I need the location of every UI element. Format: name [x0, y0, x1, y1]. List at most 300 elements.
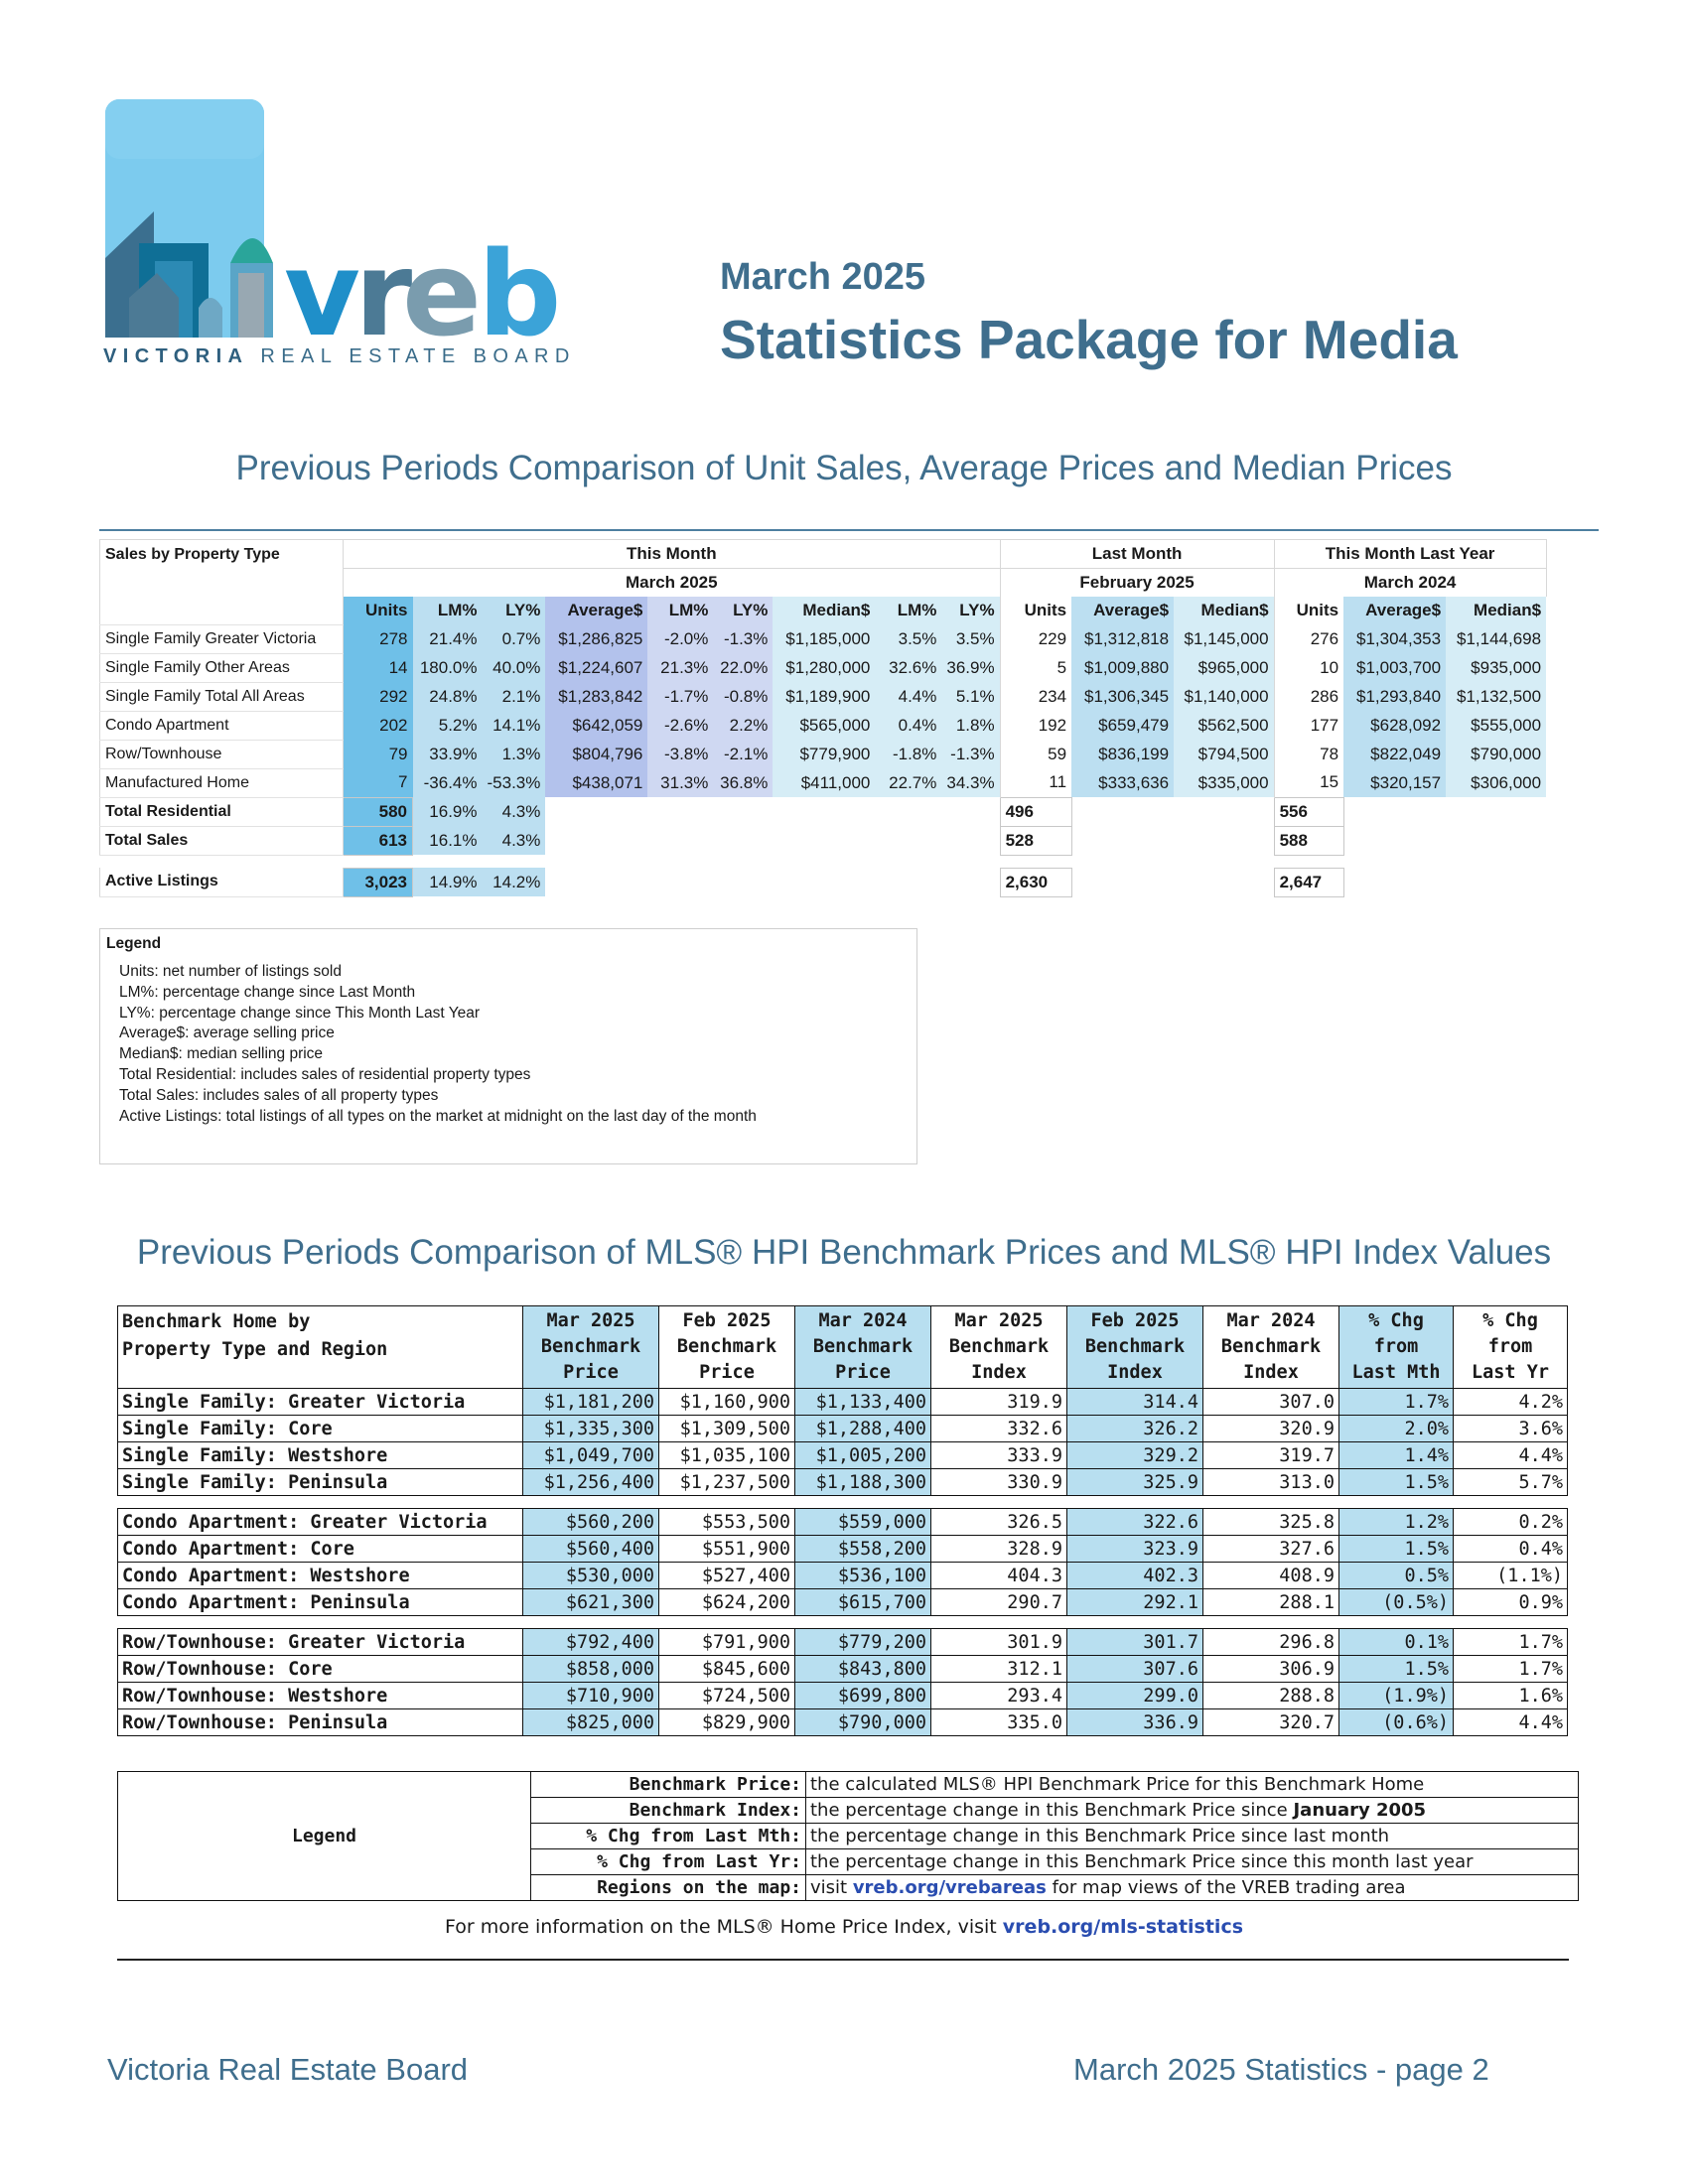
hpi-column-header-line: Benchmark [948, 1336, 1050, 1357]
empty-cell [1174, 826, 1274, 855]
hpi-column-header-line: Benchmark [540, 1336, 641, 1357]
svg-text:b: b [478, 225, 558, 362]
last-year-period: March 2024 [1274, 569, 1546, 598]
table-cell: 5 [1000, 653, 1071, 682]
hpi-cell: 326.2 [1067, 1416, 1203, 1442]
empty-cell [1446, 826, 1546, 855]
table-cell: 22.7% [875, 768, 941, 797]
hpi-cell: 1.5% [1339, 1469, 1454, 1496]
empty-cell [545, 868, 647, 896]
hpi-cell: 301.7 [1067, 1629, 1203, 1656]
column-header: LY% [483, 597, 546, 624]
legend-item: LM%: percentage change since Last Month [119, 983, 416, 1001]
hpi-row-label: Condo Apartment: Peninsula [118, 1589, 523, 1616]
table-cell: 36.8% [713, 768, 773, 797]
table-cell: $1,132,500 [1446, 682, 1546, 711]
empty-cell [773, 797, 875, 826]
hpi-column-header-line: Mar 2024 [1226, 1310, 1316, 1331]
svg-text:e: e [402, 225, 479, 362]
table-cell: $794,500 [1174, 740, 1274, 768]
hpi-column-header-line: Mar 2024 [818, 1310, 908, 1331]
hpi-cell: 329.2 [1067, 1442, 1203, 1469]
table-cell: 177 [1274, 711, 1343, 740]
table-cell: 2.2% [713, 711, 773, 740]
empty-cell [647, 868, 713, 896]
table-cell: $411,000 [773, 768, 875, 797]
hpi-cell: $1,256,400 [523, 1469, 659, 1496]
legend-item: LY%: percentage change since This Month Last Year [119, 1004, 481, 1022]
row-label: Single Family Total All Areas [100, 682, 344, 711]
table-cell: $1,140,000 [1174, 682, 1274, 711]
table-cell: -1.3% [713, 624, 773, 653]
more-info-note [0, 1916, 1688, 1938]
hpi-cell: 333.9 [931, 1442, 1067, 1469]
hpi-legend-desc: the percentage change in this Benchmark Price since this month last year [810, 1851, 1474, 1872]
mls-statistics-link[interactable]: vreb.org/mls-statistics [1002, 1916, 1244, 1938]
hpi-cell: 0.2% [1454, 1509, 1568, 1536]
hpi-column-header-line: Last Mth [1351, 1362, 1441, 1383]
logo-tagline [103, 345, 576, 368]
table-cell: $822,049 [1343, 740, 1446, 768]
column-header: Units [1000, 597, 1071, 624]
hpi-row [118, 1589, 1568, 1616]
hpi-column-header-line: Price [835, 1362, 891, 1383]
empty-cell [941, 797, 1000, 826]
spacer-row [100, 855, 1547, 868]
hpi-cell: 330.9 [931, 1469, 1067, 1496]
empty-cell [647, 826, 713, 855]
empty-cell [483, 855, 546, 868]
table-cell: 3.5% [875, 624, 941, 653]
hpi-cell: (1.1%) [1454, 1563, 1568, 1589]
hpi-cell: $1,237,500 [659, 1469, 795, 1496]
hpi-cell: 301.9 [931, 1629, 1067, 1656]
hpi-cell: 1.5% [1339, 1656, 1454, 1683]
hpi-cell: $792,400 [523, 1629, 659, 1656]
hpi-legend-desc: the percentage change in this Benchmark Price since last month [810, 1826, 1390, 1846]
hpi-legend-text [806, 1824, 1579, 1849]
table-row [100, 768, 1547, 797]
empty-cell [1174, 855, 1274, 868]
table-cell: 14 [344, 653, 413, 682]
table-cell: $1,312,818 [1071, 624, 1174, 653]
empty-cell [545, 826, 647, 855]
legend-item: Active Listings: total listings of all types on the market at midnight on the last day of the month [119, 1107, 757, 1125]
empty-cell [1071, 826, 1174, 855]
table-cell: $1,189,900 [773, 682, 875, 711]
hpi-cell: $559,000 [795, 1509, 931, 1536]
column-header: Units [344, 597, 413, 624]
hpi-legend-key: Regions on the map: [531, 1875, 806, 1901]
hpi-row-label: Single Family: Westshore [118, 1442, 523, 1469]
table-cell: $1,280,000 [773, 653, 875, 682]
last-month-header: Last Month [1000, 540, 1274, 569]
hpi-cell: $1,005,200 [795, 1442, 931, 1469]
hpi-cell: 1.7% [1454, 1656, 1568, 1683]
hpi-cell: 4.4% [1454, 1442, 1568, 1469]
hpi-header-row [118, 1306, 1568, 1389]
hpi-row-label: Single Family: Greater Victoria [118, 1389, 523, 1416]
hpi-cell: $779,200 [795, 1629, 931, 1656]
last-month-period: February 2025 [1000, 569, 1274, 598]
total-ly: 4.3% [483, 826, 546, 855]
table-cell: 78 [1274, 740, 1343, 768]
hpi-column-header [659, 1306, 795, 1389]
table-cell: -36.4% [413, 768, 483, 797]
hpi-row [118, 1442, 1568, 1469]
hpi-cell: 328.9 [931, 1536, 1067, 1563]
table-cell: -53.3% [483, 768, 546, 797]
hpi-column-header [523, 1306, 659, 1389]
empty-cell [773, 855, 875, 868]
hpi-legend-emphasis: January 2005 [1293, 1800, 1427, 1821]
hpi-cell: $829,900 [659, 1709, 795, 1736]
table-row [100, 653, 1547, 682]
total-units: 3,023 [344, 868, 413, 896]
legend-item: Total Sales: includes sales of all property types [119, 1086, 439, 1104]
sales-legend [99, 928, 917, 1164]
hpi-cell: $724,500 [659, 1683, 795, 1709]
hpi-cell: $791,900 [659, 1629, 795, 1656]
table-cell: $438,071 [545, 768, 647, 797]
legend-item: Average$: average selling price [119, 1024, 335, 1042]
hpi-cell: 325.8 [1203, 1509, 1339, 1536]
hpi-cell: $1,133,400 [795, 1389, 931, 1416]
vrebareas-link[interactable]: vreb.org/vrebareas [852, 1877, 1047, 1898]
bottom-divider [117, 1959, 1569, 1961]
footer-page: March 2025 Statistics - page 2 [1073, 2052, 1489, 2087]
table-cell: 192 [1000, 711, 1071, 740]
empty-cell [1071, 797, 1174, 826]
hpi-cell: $536,100 [795, 1563, 931, 1589]
hpi-legend-text [806, 1772, 1579, 1798]
spacer-row [118, 1496, 1568, 1509]
hpi-column-header [795, 1306, 931, 1389]
hpi-cell: 2.0% [1339, 1416, 1454, 1442]
row-label: Single Family Greater Victoria [100, 624, 344, 653]
hpi-cell: 299.0 [1067, 1683, 1203, 1709]
document-date: March 2025 [720, 256, 926, 298]
empty-cell [647, 797, 713, 826]
hpi-cell: 1.4% [1339, 1442, 1454, 1469]
column-header: LM% [875, 597, 941, 624]
hpi-row-label: Row/Townhouse: Core [118, 1656, 523, 1683]
legend-title: Legend [106, 935, 162, 952]
table-cell: -0.8% [713, 682, 773, 711]
hpi-cell: $1,188,300 [795, 1469, 931, 1496]
empty-cell [647, 855, 713, 868]
hpi-cell: 312.1 [931, 1656, 1067, 1683]
hpi-legend-row [118, 1772, 1579, 1798]
hpi-cell: 322.6 [1067, 1509, 1203, 1536]
hpi-cell: 1.5% [1339, 1536, 1454, 1563]
hpi-cell: 319.9 [931, 1389, 1067, 1416]
empty-cell [713, 868, 773, 896]
empty-cell [713, 855, 773, 868]
row-header: Sales by Property Type [100, 540, 344, 625]
table-cell: $1,283,842 [545, 682, 647, 711]
hpi-cell: 313.0 [1203, 1469, 1339, 1496]
table-cell: $333,636 [1071, 768, 1174, 797]
last-year-total: 2,647 [1274, 868, 1343, 896]
hpi-cell: $858,000 [523, 1656, 659, 1683]
hpi-cell: $1,335,300 [523, 1416, 659, 1442]
column-header: LM% [647, 597, 713, 624]
hpi-column-header-line: Price [563, 1362, 619, 1383]
hpi-legend-text [806, 1798, 1579, 1824]
table-cell: 36.9% [941, 653, 1000, 682]
total-units: 613 [344, 826, 413, 855]
table-cell: 40.0% [483, 653, 546, 682]
hpi-cell: 307.0 [1203, 1389, 1339, 1416]
column-header: LY% [941, 597, 1000, 624]
sales-table-body [100, 624, 1547, 896]
hpi-column-header-line: from [1373, 1336, 1419, 1357]
empty-cell [875, 868, 941, 896]
table-cell: $659,479 [1071, 711, 1174, 740]
hpi-cell: $825,000 [523, 1709, 659, 1736]
hpi-cell: 3.6% [1454, 1416, 1568, 1442]
hpi-cell: 323.9 [1067, 1536, 1203, 1563]
hpi-cell: 5.7% [1454, 1469, 1568, 1496]
hpi-cell: (0.6%) [1339, 1709, 1454, 1736]
table-cell: -3.8% [647, 740, 713, 768]
column-header: LM% [413, 597, 483, 624]
hpi-legend-text [806, 1849, 1579, 1875]
empty-cell [713, 826, 773, 855]
hpi-cell: 332.6 [931, 1416, 1067, 1442]
table-cell: -1.8% [875, 740, 941, 768]
total-lm: 16.1% [413, 826, 483, 855]
document-title: Statistics Package for Media [720, 309, 1458, 370]
hpi-cell: 288.1 [1203, 1589, 1339, 1616]
table-cell: -2.0% [647, 624, 713, 653]
hpi-cell: 0.4% [1454, 1536, 1568, 1563]
empty-cell [941, 868, 1000, 896]
total-row [100, 826, 1547, 855]
hpi-row [118, 1563, 1568, 1589]
table-cell: $779,900 [773, 740, 875, 768]
hpi-cell: 1.2% [1339, 1509, 1454, 1536]
empty-cell [875, 797, 941, 826]
column-header: Average$ [1343, 597, 1446, 624]
hpi-column-header-line: Index [1107, 1362, 1163, 1383]
hpi-cell: $527,400 [659, 1563, 795, 1589]
hpi-cell: $699,800 [795, 1683, 931, 1709]
row-label: Condo Apartment [100, 711, 344, 740]
empty-cell [1446, 797, 1546, 826]
table-row [100, 624, 1547, 653]
table-cell: $642,059 [545, 711, 647, 740]
hpi-row [118, 1683, 1568, 1709]
section-divider [99, 529, 1599, 531]
table-cell: 0.7% [483, 624, 546, 653]
hpi-cell: 325.9 [1067, 1469, 1203, 1496]
hpi-row [118, 1629, 1568, 1656]
table-cell: 15 [1274, 768, 1343, 797]
hpi-legend-key: Benchmark Price: [531, 1772, 806, 1798]
hpi-cell: 314.4 [1067, 1389, 1203, 1416]
svg-text:r: r [354, 225, 409, 362]
vreb-logo [99, 94, 596, 372]
table-cell: -1.3% [941, 740, 1000, 768]
hpi-cell: $615,700 [795, 1589, 931, 1616]
hpi-legend-text [806, 1875, 1579, 1901]
total-ly: 4.3% [483, 797, 546, 826]
legend-item: Units: net number of listings sold [119, 963, 342, 980]
empty-cell [100, 855, 344, 868]
svg-text:v: v [284, 225, 356, 362]
hpi-cell: 402.3 [1067, 1563, 1203, 1589]
hpi-cell: $624,200 [659, 1589, 795, 1616]
hpi-cell: 4.2% [1454, 1389, 1568, 1416]
hpi-column-header-line: Benchmark [1084, 1336, 1186, 1357]
hpi-column-header [1067, 1306, 1203, 1389]
table-cell: 180.0% [413, 653, 483, 682]
legend-items [106, 962, 911, 1127]
empty-cell [941, 826, 1000, 855]
table-cell: $790,000 [1446, 740, 1546, 768]
sales-table [99, 539, 1547, 897]
column-header: Average$ [545, 597, 647, 624]
empty-cell [1000, 855, 1071, 868]
table-cell: -1.7% [647, 682, 713, 711]
table-cell: 278 [344, 624, 413, 653]
hpi-cell: 293.4 [931, 1683, 1067, 1709]
hpi-row [118, 1389, 1568, 1416]
table-cell: 22.0% [713, 653, 773, 682]
last-year-total: 588 [1274, 826, 1343, 855]
last-year-total: 556 [1274, 797, 1343, 826]
empty-cell [875, 855, 941, 868]
hpi-row [118, 1536, 1568, 1563]
table-cell: $562,500 [1174, 711, 1274, 740]
hpi-cell: 1.7% [1454, 1629, 1568, 1656]
table-cell: $628,092 [1343, 711, 1446, 740]
row-label: Row/Townhouse [100, 740, 344, 768]
hpi-legend-desc: visit [810, 1877, 853, 1898]
table-cell: 5.1% [941, 682, 1000, 711]
hpi-cell: (0.5%) [1339, 1589, 1454, 1616]
column-header: Median$ [1446, 597, 1546, 624]
empty-cell [773, 826, 875, 855]
table-cell: 34.3% [941, 768, 1000, 797]
hpi-cell: 327.6 [1203, 1536, 1339, 1563]
hpi-column-header-line: Benchmark [812, 1336, 914, 1357]
hpi-legend-desc: the percentage change in this Benchmark Price since [810, 1800, 1294, 1821]
hpi-cell: 1.7% [1339, 1389, 1454, 1416]
total-label: Active Listings [100, 868, 344, 896]
table-cell: $565,000 [773, 711, 875, 740]
hpi-cell: $1,035,100 [659, 1442, 795, 1469]
hpi-cell: $558,200 [795, 1536, 931, 1563]
hpi-column-header-line: Index [971, 1362, 1027, 1383]
hpi-cell: 335.0 [931, 1709, 1067, 1736]
table-cell: $1,009,880 [1071, 653, 1174, 682]
last-year-header: This Month Last Year [1274, 540, 1546, 569]
table-cell: 229 [1000, 624, 1071, 653]
hpi-cell: 1.6% [1454, 1683, 1568, 1709]
empty-cell [1446, 868, 1546, 896]
hpi-row [118, 1509, 1568, 1536]
hpi-cell: 0.9% [1454, 1589, 1568, 1616]
empty-cell [773, 868, 875, 896]
table-cell: 33.9% [413, 740, 483, 768]
hpi-row-label: Row/Townhouse: Westshore [118, 1683, 523, 1709]
total-lm: 14.9% [413, 868, 483, 896]
hpi-row-header [118, 1306, 523, 1389]
hpi-cell: 306.9 [1203, 1656, 1339, 1683]
table-cell: 5.2% [413, 711, 483, 740]
hpi-cell: $1,181,200 [523, 1389, 659, 1416]
table-cell: $1,145,000 [1174, 624, 1274, 653]
empty-cell [118, 1616, 1568, 1629]
hpi-row-label: Condo Apartment: Westshore [118, 1563, 523, 1589]
hpi-column-header-line: Last Yr [1472, 1362, 1549, 1383]
hpi-legend-key: % Chg from Last Mth: [531, 1824, 806, 1849]
hpi-table [117, 1305, 1568, 1736]
hpi-row [118, 1709, 1568, 1736]
more-info-text: For more information on the MLS® Home Price Index, visit [444, 1916, 1003, 1938]
hpi-cell: 404.3 [931, 1563, 1067, 1589]
hpi-column-header [1203, 1306, 1339, 1389]
hpi-cell: $560,400 [523, 1536, 659, 1563]
empty-cell [713, 797, 773, 826]
table-cell: $1,306,345 [1071, 682, 1174, 711]
hpi-table-body [118, 1389, 1568, 1736]
hpi-row [118, 1416, 1568, 1442]
table-row [100, 711, 1547, 740]
hpi-cell: 336.9 [1067, 1709, 1203, 1736]
table-cell: $555,000 [1446, 711, 1546, 740]
hpi-cell: $710,900 [523, 1683, 659, 1709]
table-cell: 21.3% [647, 653, 713, 682]
table-cell: 14.1% [483, 711, 546, 740]
table-cell: $1,144,698 [1446, 624, 1546, 653]
table-cell: 24.8% [413, 682, 483, 711]
empty-cell [1343, 826, 1446, 855]
table-cell: $836,199 [1071, 740, 1174, 768]
last-month-total: 2,630 [1000, 868, 1071, 896]
empty-cell [1343, 797, 1446, 826]
hpi-cell: 408.9 [1203, 1563, 1339, 1589]
hpi-row [118, 1656, 1568, 1683]
empty-cell [941, 855, 1000, 868]
empty-cell [413, 855, 483, 868]
hpi-cell: $843,800 [795, 1656, 931, 1683]
hpi-legend-title: Legend [118, 1772, 531, 1901]
table-cell: $1,304,353 [1343, 624, 1446, 653]
legend-item: Total Residential: includes sales of residential property types [119, 1065, 531, 1083]
hpi-cell: 292.1 [1067, 1589, 1203, 1616]
empty-cell [1274, 855, 1343, 868]
hpi-row-label: Single Family: Peninsula [118, 1469, 523, 1496]
empty-cell [1174, 868, 1274, 896]
hpi-cell: 4.4% [1454, 1709, 1568, 1736]
hpi-cell: $845,600 [659, 1656, 795, 1683]
table-cell: 11 [1000, 768, 1071, 797]
table-row [100, 682, 1547, 711]
hpi-row-label: Condo Apartment: Greater Victoria [118, 1509, 523, 1536]
table-cell: 0.4% [875, 711, 941, 740]
column-header: Median$ [773, 597, 875, 624]
table-cell: $804,796 [545, 740, 647, 768]
table-cell: $1,286,825 [545, 624, 647, 653]
column-header: LY% [713, 597, 773, 624]
table-cell: 79 [344, 740, 413, 768]
hpi-column-header [1339, 1306, 1454, 1389]
hpi-cell: $790,000 [795, 1709, 931, 1736]
